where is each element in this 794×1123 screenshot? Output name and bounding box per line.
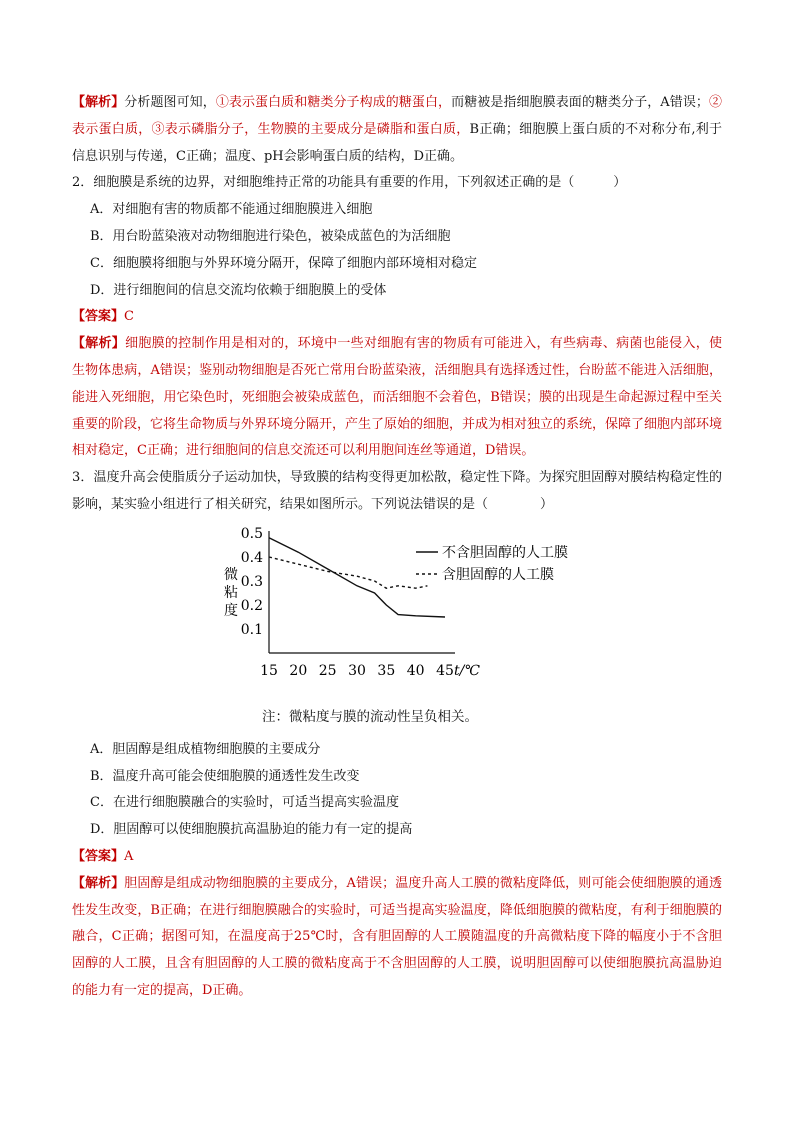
x-tick-label: 30 [348,662,366,679]
y-axis-label-char: 粘 [224,584,238,601]
x-tick-label: 15 [260,662,278,679]
y-tick-label: 0.5 [240,525,263,542]
analysis-tag: 【解析】 [72,95,125,110]
series-line-without-cholesterol [269,538,445,617]
question-2-option-d: D．进行细胞间的信息交流均依赖于细胞膜上的受体 [90,282,387,298]
legend-label: 含胆固醇的人工膜 [442,566,554,583]
question-2-option-a: A．对细胞有害的物质都不能通过细胞膜进入细胞 [90,202,373,218]
question-3-analysis: 【解析】胆固醇是组成动物细胞膜的主要成分，A错误；温度升高人工膜的微粘度降低，则可能会使细胞膜的通透性发生改变，B正确；在进行细胞膜融合的实验时，可适当提高实验温度，降低细胞膜的微粘度，有利于细胞膜的融合，C正确；据图可知，在温度高于25℃时，含有胆固醇的人工膜随温度的升高微粘度下降的幅度小于不含胆固醇的人工膜，且含有胆固醇的人工膜的微粘度高于不含胆固醇的人工膜，说明胆固醇可以使细胞膜抗高温胁迫的能力有一定的提高，D正确。 [72,875,722,998]
question-2-option-c: C．细胞膜将细胞与外界环境分隔开，保障了细胞内部环境相对稳定 [90,255,477,271]
viscosity-chart [72,523,722,735]
question-2-answer: 【答案】C [72,309,134,325]
question-3-option-c: C．在进行细胞膜融合的实验时，可适当提高实验温度 [90,795,399,811]
series-line-with-cholesterol [269,557,427,588]
question-3-stem: 3．温度升高会使脂质分子运动加快，导致膜的结构变得更加松散，稳定性下降。为探究胆固醇对膜结构稳定性的影响，某实验小组进行了相关研究，结果如图所示。下列说法错误的是（ ） [72,470,722,512]
x-tick-label: 25 [318,662,337,679]
legend-label: 不含胆固醇的人工膜 [442,544,568,561]
question-2-analysis: 【解析】细胞膜的控制作用是相对的，环境中一些对细胞有害的物质有可能进入，有些病毒、病菌也能侵入，使生物体患病，A错误；鉴别动物细胞是否死亡常用台盼蓝染液，活细胞具有选择透过性，台盼蓝不能进入活细胞，能进入死细胞，用它染色时，死细胞会被染成蓝色，而活细胞不会着色，B错误；膜的出现是生命起源过程中至关重要的阶段，它将生命物质与外界环境分隔开，产生了原始的细胞，并成为相对独立的系统，保障了细胞内部环境相对稳定，C正确；进行细胞间的信息交流还可以利用胞间连丝等通道，D错误。 [72,336,723,459]
prev-analysis: 【解析】分析题图可知，①表示蛋白质和糖类分子构成的糖蛋白，而糖被是指细胞膜表面的糖类分子，A错误；②表示蛋白质，③表示磷脂分子，生物膜的主要成分是磷脂和蛋白质，B正确；细胞膜上蛋白质的不对称分布,利于信息识别与传递，C正确；温度、pH会影响蛋白质的结构，D正确。 [72,95,722,164]
chart-note: 注：微粘度与膜的流动性呈负相关。 [262,708,478,725]
y-axis-label-char: 度 [224,602,238,619]
question-3-answer: 【答案】A [72,848,134,864]
y-tick-label: 0.4 [240,549,263,566]
y-tick-label: 0.1 [240,621,263,638]
document-page [72,90,722,1005]
question-2-option-b: B．用台盼蓝染液对动物细胞进行染色，被染成蓝色的为活细胞 [90,228,451,244]
y-tick-label: 0.2 [240,597,263,614]
x-tick-label: 45 [436,662,454,679]
question-3-option-d: D．胆固醇可以使细胞膜抗高温胁迫的能力有一定的提高 [90,822,413,838]
x-tick-label: 20 [289,662,308,679]
x-tick-label: 40 [406,662,425,679]
y-tick-label: 0.3 [240,573,263,590]
x-axis-label: t/℃ [453,662,481,679]
question-3-option-a: A．胆固醇是组成植物细胞膜的主要成分 [90,741,321,757]
question-2-stem: 2．细胞膜是系统的边界，对细胞维持正常的功能具有重要的作用，下列叙述正确的是（ ） [72,175,627,191]
y-axis-label-char: 微 [224,566,238,583]
question-3-option-b: B．温度升高可能会使细胞膜的通透性发生改变 [90,768,360,784]
x-tick-label: 35 [377,662,396,679]
